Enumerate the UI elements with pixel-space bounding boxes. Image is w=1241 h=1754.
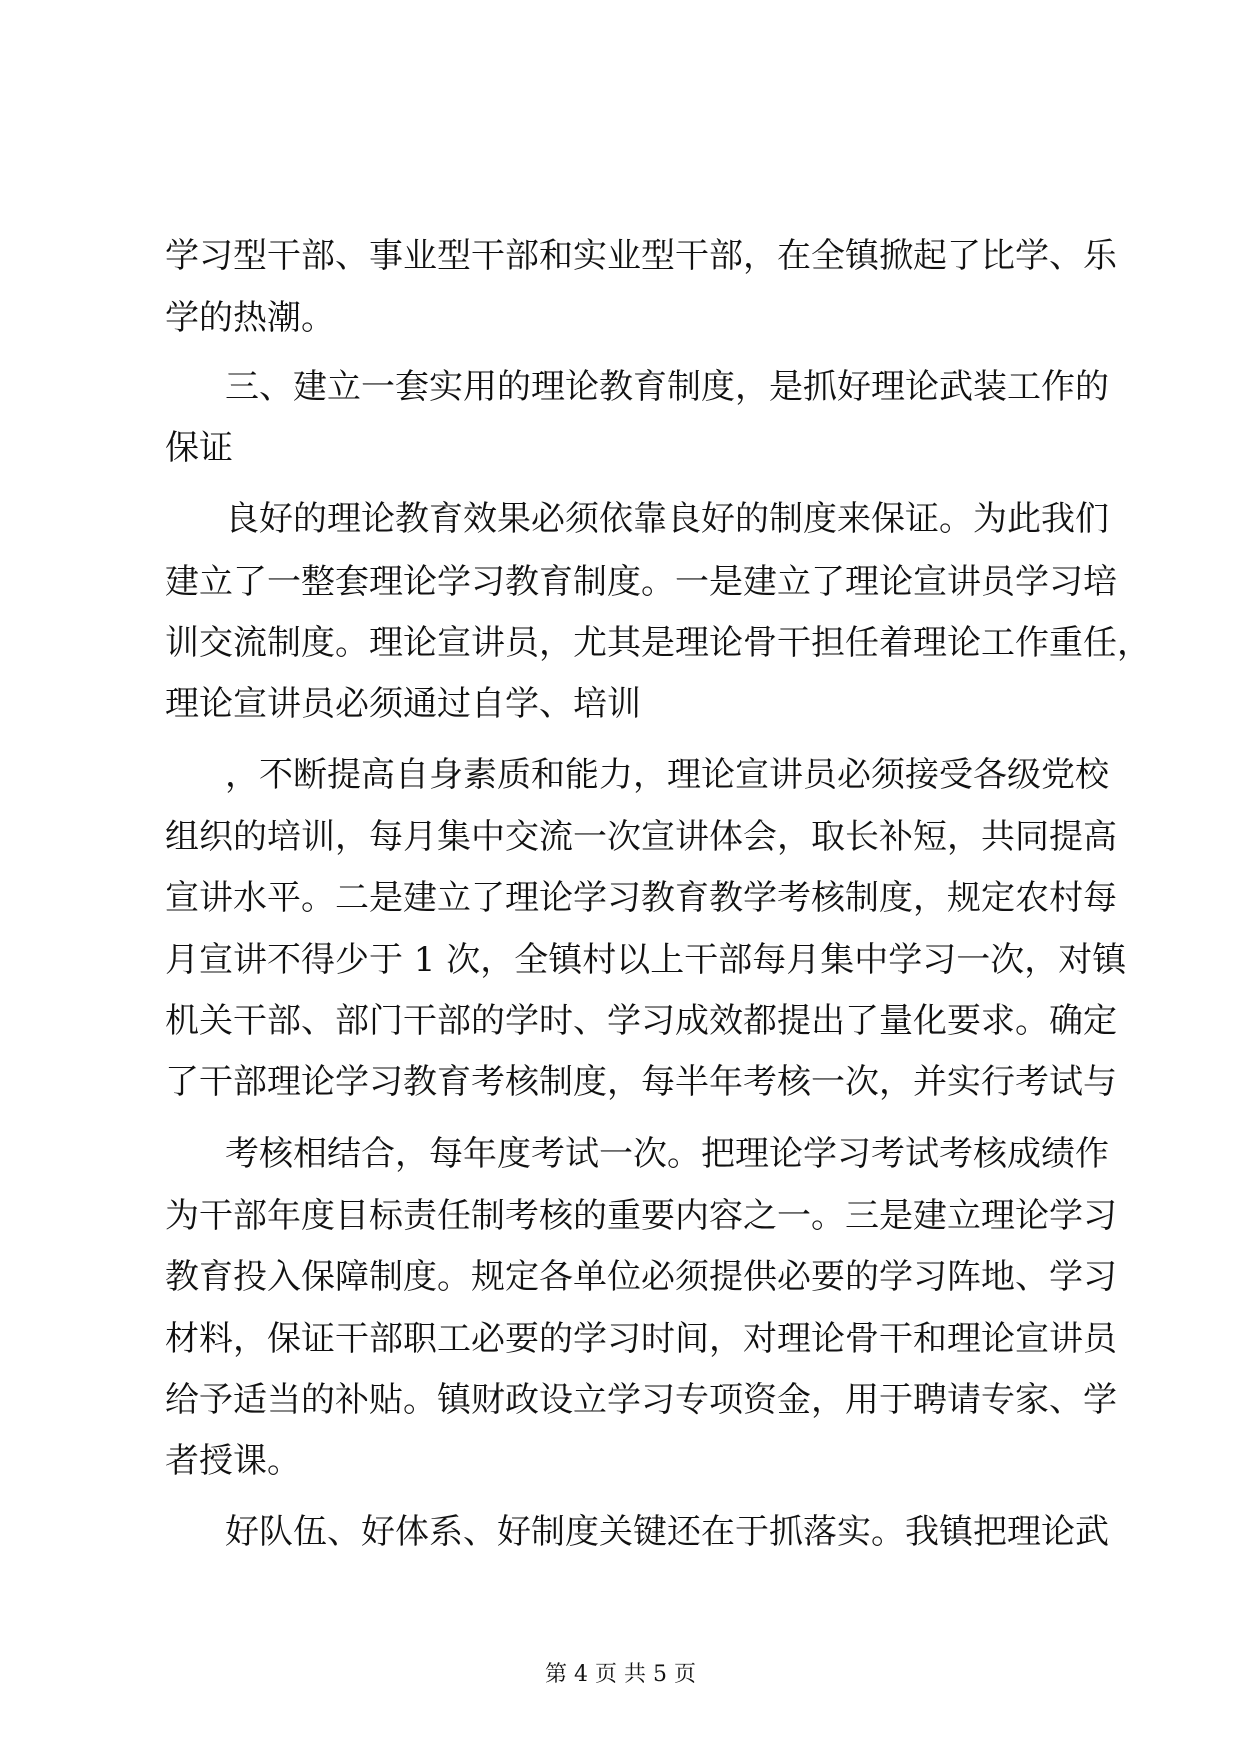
text-line-11: 宣讲水平。二是建立了理论学习教育教学考核制度，规定农村每 [165, 878, 1117, 918]
text-line-16: 为干部年度目标责任制考核的重要内容之一。三是建立理论学习 [165, 1196, 1117, 1236]
page-footer: 第 4 页 共 5 页 [545, 1662, 696, 1687]
text-line-15: 考核相结合，每年度考试一次。把理论学习考试考核成绩作 [225, 1134, 1109, 1174]
text-line-1: 学习型干部、事业型干部和实业型干部，在全镇掀起了比学、乐 [165, 236, 1117, 276]
text-line-14: 了干部理论学习教育考核制度，每半年考核一次，并实行考试与 [165, 1062, 1117, 1102]
text-line-10: 组织的培训，每月集中交流一次宣讲体会，取长补短，共同提高 [165, 817, 1117, 857]
text-line-12: 月宣讲不得少于 1 次，全镇村以上干部每月集中学习一次，对镇 [165, 940, 1127, 980]
text-line-7: 训交流制度。理论宣讲员，尤其是理论骨干担任着理论工作重任， [165, 623, 1151, 663]
section-heading-line-2: 保证 [165, 428, 233, 468]
text-line-19: 给予适当的补贴。镇财政设立学习专项资金，用于聘请专家、学 [165, 1380, 1117, 1420]
text-line-17: 教育投入保障制度。规定各单位必须提供必要的学习阵地、学习 [165, 1257, 1117, 1297]
text-line-6: 建立了一整套理论学习教育制度。一是建立了理论宣讲员学习培 [165, 562, 1117, 602]
text-line-18: 材料，保证干部职工必要的学习时间，对理论骨干和理论宣讲员 [165, 1319, 1117, 1359]
text-line-5: 良好的理论教育效果必须依靠良好的制度来保证。为此我们 [225, 499, 1109, 539]
section-heading-line-1: 三、建立一套实用的理论教育制度，是抓好理论武装工作的 [225, 367, 1109, 407]
text-line-2: 学的热潮。 [165, 298, 335, 338]
text-line-9: ，不断提高自身素质和能力，理论宣讲员必须接受各级党校 [225, 755, 1109, 795]
text-line-13: 机关干部、部门干部的学时、学习成效都提出了量化要求。确定 [165, 1001, 1117, 1041]
text-line-21: 好队伍、好体系、好制度关键还在于抓落实。我镇把理论武 [225, 1512, 1109, 1552]
text-line-8: 理论宣讲员必须通过自学、培训 [165, 684, 641, 724]
text-line-20: 者授课。 [165, 1441, 301, 1481]
